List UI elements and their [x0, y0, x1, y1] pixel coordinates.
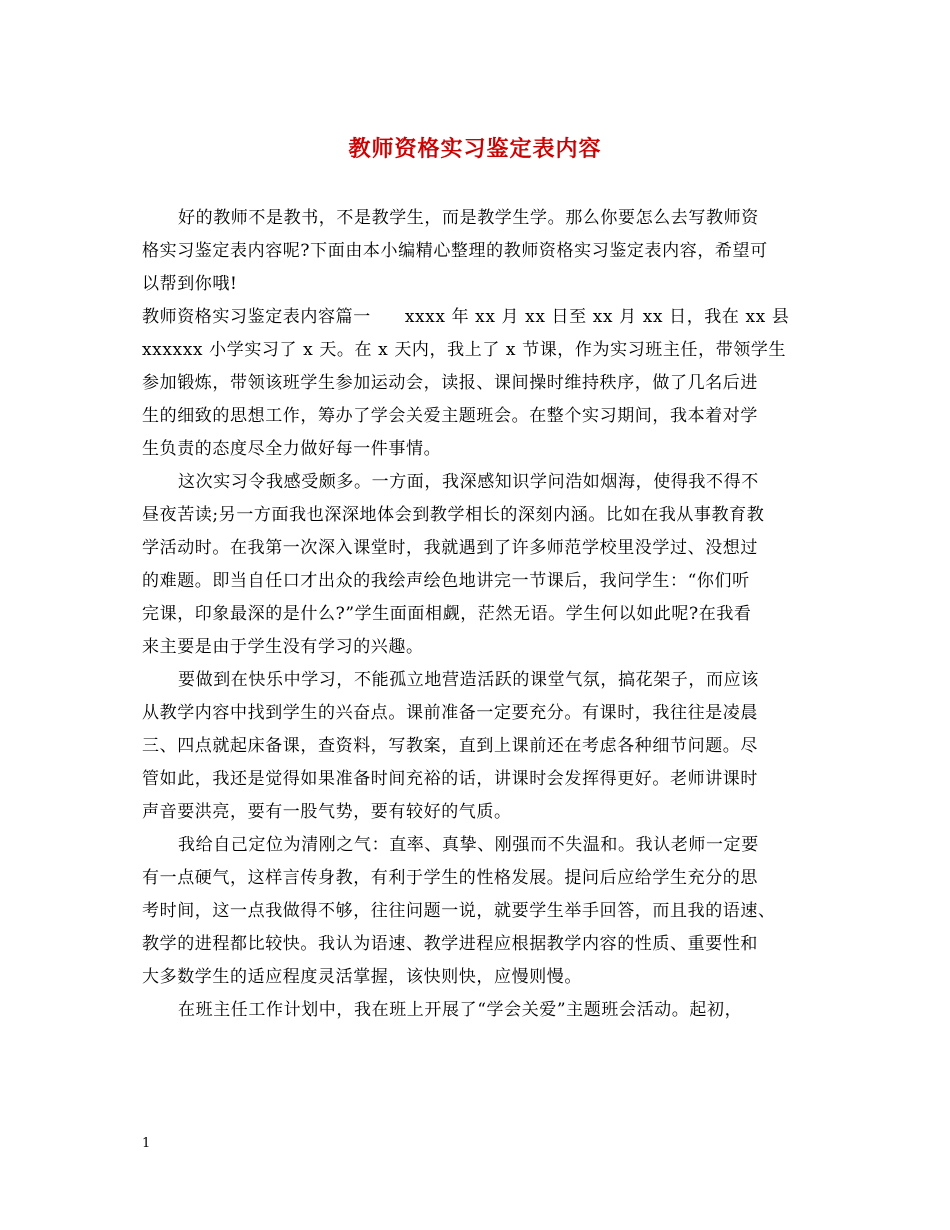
paragraph-line: 的难题。即当自任口才出众的我绘声绘色地讲完一节课后，我问学生：“你们听 — [142, 571, 750, 591]
paragraph-line: 大多数学生的适应程度灵活掌握，该快则快，应慢则慢。 — [142, 967, 582, 987]
paragraph-line: 教学的进程都比较快。我认为语速、教学进程应根据教学内容的性质、重要性和 — [142, 934, 758, 954]
paragraph-line: 这次实习令我感受颇多。一方面，我深感知识学问浩如烟海，使得我不得不 — [178, 472, 759, 492]
paragraph-line: 学活动时。在我第一次深入课堂时，我就遇到了许多师范学校里没学过、没想过 — [142, 538, 758, 558]
paragraph-line: 我给自己定位为清刚之气：直率、真挚、刚强而不失温和。我认老师一定要 — [178, 835, 759, 855]
document-title: 教师资格实习鉴定表内容 — [348, 136, 602, 162]
paragraph-line: 格实习鉴定表内容呢?下面由本小编精心整理的教师资格实习鉴定表内容，希望可 — [142, 241, 768, 261]
paragraph-line: 在班主任工作计划中，我在班上开展了“学会关爱”主题班会活动。起初， — [178, 1000, 743, 1020]
paragraph-line: 考时间，这一点我做得不够，往往问题一说，就要学生举手回答，而且我的语速、 — [142, 901, 776, 921]
paragraph-line: 从教学内容中找到学生的兴奋点。课前准备一定要充分。有课时，我往往是凌晨 — [142, 703, 758, 723]
paragraph-line: 好的教师不是教书，不是教学生，而是教学生学。那么你要怎么去写教师资 — [178, 208, 759, 228]
paragraph-line: 管如此，我还是觉得如果准备时间充裕的话，讲课时会发挥得更好。老师讲课时 — [142, 769, 758, 789]
paragraph-line: 有一点硬气，这样言传身教，有利于学生的性格发展。提问后应给学生充分的思 — [142, 868, 758, 888]
paragraph-line: 参加锻炼，带领该班学生参加运动会，读报、课间操时维持秩序，做了几名后进 — [142, 373, 758, 393]
paragraph-line: 声音要洪亮，要有一股气势，要有较好的气质。 — [142, 802, 512, 822]
paragraph-line: 来主要是由于学生没有学习的兴趣。 — [142, 637, 424, 657]
paragraph-line: 生负责的态度尽全力做好每一件事情。 — [142, 439, 442, 459]
document-body — [142, 202, 812, 1027]
paragraph-line: 完课，印象最深的是什么?”学生面面相觑，茫然无语。学生何以如此呢?在我看 — [142, 604, 752, 624]
paragraph-line: xxxx 年 xx 月 xx 日至 xx 月 xx 日，我在 xx 县 — [404, 307, 790, 327]
paragraph-line: 以帮到你哦! — [142, 274, 238, 294]
paragraph-line: 生的细致的思想工作，筹办了学会关爱主题班会。在整个实习期间，我本着对学 — [142, 406, 758, 426]
paragraph-line: 要做到在快乐中学习，不能孤立地营造活跃的课堂气氛，搞花架子，而应该 — [178, 670, 759, 690]
page-number: 1 — [142, 1136, 151, 1151]
paragraph-line: 三、四点就起床备课，查资料，写教案，直到上课前还在考虑各种细节问题。尽 — [142, 736, 758, 756]
paragraph-line: 昼夜苦读;另一方面我也深深地体会到教学相长的深刻内涵。比如在我从事教育教 — [142, 505, 765, 525]
section-heading-line — [142, 301, 812, 334]
section-heading: 教师资格实习鉴定表内容篇一 — [142, 307, 371, 327]
paragraph-line: xxxxxx 小学实习了 x 天。在 x 天内，我上了 x 节课，作为实习班主任，带领学生 — [142, 340, 787, 360]
